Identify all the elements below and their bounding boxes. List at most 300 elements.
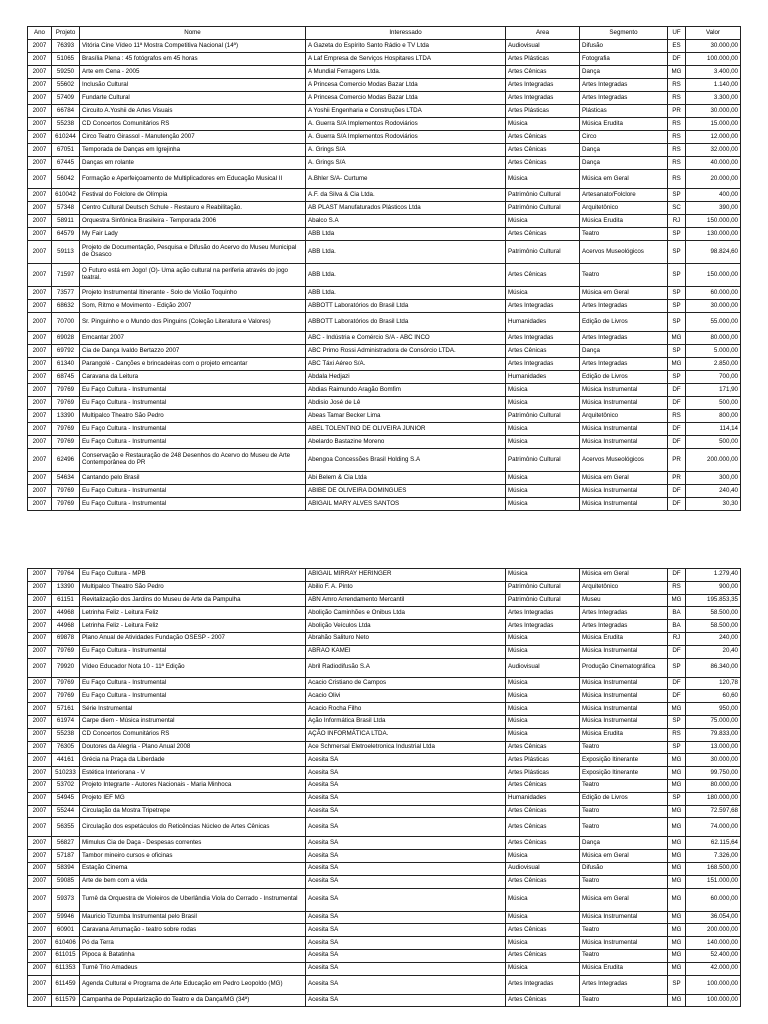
cell-ano: 2007 xyxy=(28,40,52,53)
cell-valor: 700,00 xyxy=(686,371,741,384)
cell-ano: 2007 xyxy=(28,792,52,805)
cell-valor: 100.000,00 xyxy=(686,994,741,1007)
cell-valor: 72.597,68 xyxy=(686,805,741,818)
cell-ano: 2007 xyxy=(28,131,52,144)
cell-projeto: 56355 xyxy=(52,818,80,837)
cell-ano: 2007 xyxy=(28,202,52,215)
cell-segmento: Dança xyxy=(580,345,668,358)
cell-segmento: Música Instrumental xyxy=(580,645,668,658)
cell-ano: 2007 xyxy=(28,345,52,358)
cell-interessado: A Yoshii Engenharia e Construções LTDA xyxy=(306,105,506,118)
cell-uf: RS xyxy=(668,144,686,157)
cell-uf: MG xyxy=(668,66,686,79)
cell-segmento: Música Erudita xyxy=(580,632,668,645)
cell-nome: Eu Faço Cultura - Instrumental xyxy=(80,397,306,410)
cell-valor: 55.000,00 xyxy=(686,313,741,332)
cell-uf: BA xyxy=(668,607,686,620)
cell-segmento: Exposição Itinerante xyxy=(580,767,668,780)
cell-valor: 12.000,00 xyxy=(686,131,741,144)
cell-projeto: 610042 xyxy=(52,189,80,202)
cell-valor: 15.000,00 xyxy=(686,118,741,131)
cell-nome: Projeto Instrumental Itinerante - Solo de Violão Toquinho xyxy=(80,287,306,300)
table-row xyxy=(28,345,741,358)
cell-uf: SC xyxy=(668,202,686,215)
cell-segmento: Teatro xyxy=(580,264,668,287)
cell-interessado: Acesita SA xyxy=(306,837,506,850)
table-row xyxy=(28,937,741,950)
cell-interessado: ABEL TOLENTINO DE OLIVEIRA JUNIOR xyxy=(306,423,506,436)
cell-segmento: Teatro xyxy=(580,779,668,792)
header-projeto: Projeto xyxy=(52,27,80,40)
cell-valor: 114,14 xyxy=(686,423,741,436)
cell-ano: 2007 xyxy=(28,818,52,837)
cell-projeto: 610244 xyxy=(52,131,80,144)
cell-ano: 2007 xyxy=(28,594,52,607)
cell-ano: 2007 xyxy=(28,767,52,780)
cell-nome: Vídeo Educador Nota 10 - 11ª Edição xyxy=(80,658,306,677)
cell-area: Artes Integradas xyxy=(506,300,580,313)
cell-uf: MG xyxy=(668,994,686,1007)
cell-segmento: Acervos Museológicos xyxy=(580,241,668,264)
cell-nome: CD Concertos Comunitários RS xyxy=(80,728,306,741)
cell-interessado: ABC Táxi Aéreo S/A. xyxy=(306,358,506,371)
cell-area: Artes Cênicas xyxy=(506,131,580,144)
cell-projeto: 70700 xyxy=(52,313,80,332)
cell-nome: Fundarte Cultural xyxy=(80,92,306,105)
cell-interessado: ABB Ltda xyxy=(306,228,506,241)
cell-area: Música xyxy=(506,287,580,300)
cell-nome: Emcantar 2007 xyxy=(80,332,306,345)
cell-area: Patrimônio Cultural xyxy=(506,581,580,594)
cell-area: Música xyxy=(506,472,580,485)
cell-valor: 400,00 xyxy=(686,189,741,202)
cell-area: Patrimônio Cultural xyxy=(506,241,580,264)
cell-projeto: 79769 xyxy=(52,645,80,658)
cell-ano: 2007 xyxy=(28,620,52,633)
cell-segmento: Arquitetônico xyxy=(580,410,668,423)
cell-interessado: ABB Ltda. xyxy=(306,264,506,287)
cell-interessado: A Laf Empresa de Serviços Hospitares LTDA xyxy=(306,53,506,66)
cell-ano: 2007 xyxy=(28,472,52,485)
cell-ano: 2007 xyxy=(28,371,52,384)
cell-nome: Eu Faço Cultura - MPB xyxy=(80,569,306,582)
cell-projeto: 59085 xyxy=(52,875,80,888)
cell-uf: DF xyxy=(668,645,686,658)
cell-interessado: A. Grings S/A xyxy=(306,157,506,170)
cell-uf: MG xyxy=(668,924,686,937)
cell-interessado: AÇÃO INFORMÁTICA LTDA. xyxy=(306,728,506,741)
cell-uf: MG xyxy=(668,862,686,875)
header-nome: Nome xyxy=(80,27,306,40)
cell-uf: MG xyxy=(668,837,686,850)
cell-nome: Mauricio Tizumba Instrumental pelo Brasil xyxy=(80,911,306,924)
cell-uf: ES xyxy=(668,40,686,53)
cell-area: Artes Integradas xyxy=(506,332,580,345)
header-ano: Ano xyxy=(28,27,52,40)
cell-uf: SP xyxy=(668,741,686,754)
cell-interessado: Acesita SA xyxy=(306,818,506,837)
cell-nome: Formação e Aperfeiçoamento de Multiplicadores em Educação Musical II xyxy=(80,170,306,189)
table-row xyxy=(28,975,741,994)
cell-area: Artes Cênicas xyxy=(506,994,580,1007)
table-row xyxy=(28,472,741,485)
cell-area: Artes Cênicas xyxy=(506,228,580,241)
cell-uf: DF xyxy=(668,677,686,690)
cell-interessado: ABIGAIL MARY ALVES SANTOS xyxy=(306,498,506,511)
cell-valor: 30,30 xyxy=(686,498,741,511)
cell-area: Artes Plásticas xyxy=(506,767,580,780)
cell-nome: Festival do Folclore de Olímpia xyxy=(80,189,306,202)
cell-nome: Carpe diem - Música instrumental xyxy=(80,715,306,728)
table-row xyxy=(28,594,741,607)
cell-nome: Arte em Cena - 2005 xyxy=(80,66,306,79)
cell-valor: 950,00 xyxy=(686,703,741,716)
cell-ano: 2007 xyxy=(28,287,52,300)
cell-segmento: Dança xyxy=(580,837,668,850)
cell-uf: MG xyxy=(668,949,686,962)
cell-projeto: 59373 xyxy=(52,888,80,911)
cell-nome: CD Concertos Comunitários RS xyxy=(80,118,306,131)
cell-segmento: Música Instrumental xyxy=(580,715,668,728)
table-row xyxy=(28,818,741,837)
table-row xyxy=(28,677,741,690)
table-row xyxy=(28,741,741,754)
cell-valor: 86.340,00 xyxy=(686,658,741,677)
cell-interessado: Ação Informática Brasil Ltda xyxy=(306,715,506,728)
cell-projeto: 59250 xyxy=(52,66,80,79)
cell-nome: Danças em rolante xyxy=(80,157,306,170)
cell-segmento: Circo xyxy=(580,131,668,144)
cell-uf: DF xyxy=(668,436,686,449)
cell-nome: Pipoca & Batatinha xyxy=(80,949,306,962)
cell-segmento: Música Instrumental xyxy=(580,690,668,703)
cell-valor: 3.400,00 xyxy=(686,66,741,79)
cell-segmento: Música Instrumental xyxy=(580,911,668,924)
cell-area: Música xyxy=(506,690,580,703)
cell-ano: 2007 xyxy=(28,888,52,911)
table-row xyxy=(28,157,741,170)
cell-nome: Caravana da Leitura xyxy=(80,371,306,384)
cell-ano: 2007 xyxy=(28,837,52,850)
cell-valor: 1.140,00 xyxy=(686,79,741,92)
cell-segmento: Artes Integradas xyxy=(580,975,668,994)
cell-ano: 2007 xyxy=(28,569,52,582)
cell-ano: 2007 xyxy=(28,805,52,818)
cell-interessado: A. Guerra S/A Implementos Rodoviários xyxy=(306,118,506,131)
cell-area: Audiovisual xyxy=(506,862,580,875)
cell-projeto: 76305 xyxy=(52,741,80,754)
cell-segmento: Música Instrumental xyxy=(580,498,668,511)
cell-segmento: Teatro xyxy=(580,924,668,937)
cell-interessado: Acesita SA xyxy=(306,862,506,875)
cell-valor: 20,40 xyxy=(686,645,741,658)
cell-interessado: A Mundial Ferragens Ltda. xyxy=(306,66,506,79)
cell-nome: Estação Cinema xyxy=(80,862,306,875)
cell-valor: 500,00 xyxy=(686,397,741,410)
cell-interessado: A Gazeta do Espírito Santo Rádio e TV Ltda xyxy=(306,40,506,53)
cell-projeto: 56827 xyxy=(52,837,80,850)
table-row xyxy=(28,498,741,511)
table-row xyxy=(28,332,741,345)
cell-projeto: 611459 xyxy=(52,975,80,994)
cell-projeto: 66784 xyxy=(52,105,80,118)
cell-projeto: 44968 xyxy=(52,620,80,633)
cell-valor: 1.279,40 xyxy=(686,569,741,582)
cell-area: Música xyxy=(506,911,580,924)
cell-projeto: 13390 xyxy=(52,581,80,594)
cell-area: Artes Cênicas xyxy=(506,818,580,837)
cell-uf: SP xyxy=(668,975,686,994)
cell-projeto: 67445 xyxy=(52,157,80,170)
cell-uf: PR xyxy=(668,472,686,485)
cell-uf: RS xyxy=(668,581,686,594)
cell-area: Artes Cênicas xyxy=(506,157,580,170)
cell-segmento: Música Erudita xyxy=(580,962,668,975)
cell-uf: MG xyxy=(668,594,686,607)
cell-ano: 2007 xyxy=(28,300,52,313)
cell-nome: Centro Cultural Deutsch Schule - Restauro e Reabilitação. xyxy=(80,202,306,215)
cell-nome: Turnê da Orquestra de Violeiros de Uberlândia Viola do Cerrado - Instrumental xyxy=(80,888,306,911)
cell-interessado: ABB Ltda. xyxy=(306,287,506,300)
header-segmento: Segmento xyxy=(580,27,668,40)
table-row xyxy=(28,170,741,189)
cell-uf: RS xyxy=(668,410,686,423)
cell-segmento: Música Erudita xyxy=(580,118,668,131)
cell-valor: 62.115,64 xyxy=(686,837,741,850)
cell-projeto: 79769 xyxy=(52,423,80,436)
table-row xyxy=(28,767,741,780)
cell-valor: 99.750,00 xyxy=(686,767,741,780)
cell-projeto: 79769 xyxy=(52,436,80,449)
table-row xyxy=(28,607,741,620)
cell-ano: 2007 xyxy=(28,485,52,498)
cell-uf: RS xyxy=(668,79,686,92)
cell-interessado: A.F. da Silva & Cia Ltda. xyxy=(306,189,506,202)
cell-area: Humanidades xyxy=(506,792,580,805)
cell-valor: 180.000,00 xyxy=(686,792,741,805)
cell-projeto: 54945 xyxy=(52,792,80,805)
cell-ano: 2007 xyxy=(28,677,52,690)
cell-segmento: Acervos Museológicos xyxy=(580,449,668,472)
cell-area: Humanidades xyxy=(506,371,580,384)
cell-nome: Sr. Pinguinho e o Mundo dos Pinguins (Coleção Literatura e Valores) xyxy=(80,313,306,332)
table-row xyxy=(28,715,741,728)
cell-ano: 2007 xyxy=(28,170,52,189)
cell-ano: 2007 xyxy=(28,410,52,423)
table-row xyxy=(28,202,741,215)
cell-uf: SP xyxy=(668,189,686,202)
cell-uf: SP xyxy=(668,792,686,805)
cell-projeto: 69028 xyxy=(52,332,80,345)
cell-projeto: 79769 xyxy=(52,397,80,410)
cell-nome: Caravana Arrumação - teatro sobre rodas xyxy=(80,924,306,937)
cell-uf: SP xyxy=(668,313,686,332)
cell-valor: 100.000,00 xyxy=(686,975,741,994)
table-row xyxy=(28,728,741,741)
table-row xyxy=(28,949,741,962)
cell-projeto: 57348 xyxy=(52,202,80,215)
table-row xyxy=(28,436,741,449)
cell-interessado: A.Bhler S/A- Curtume xyxy=(306,170,506,189)
cell-uf: RJ xyxy=(668,632,686,645)
cell-interessado: Abeas Tamar Becker Lima xyxy=(306,410,506,423)
table-row xyxy=(28,888,741,911)
cell-ano: 2007 xyxy=(28,332,52,345)
cell-projeto: 79769 xyxy=(52,384,80,397)
table-row xyxy=(28,754,741,767)
cell-uf: RS xyxy=(668,170,686,189)
cell-valor: 240,00 xyxy=(686,632,741,645)
table-row xyxy=(28,118,741,131)
cell-area: Artes Cênicas xyxy=(506,144,580,157)
cell-segmento: Teatro xyxy=(580,741,668,754)
cell-area: Música xyxy=(506,170,580,189)
cell-interessado: Acesita SA xyxy=(306,949,506,962)
cell-area: Música xyxy=(506,888,580,911)
cell-valor: 240,40 xyxy=(686,485,741,498)
cell-area: Artes Plásticas xyxy=(506,754,580,767)
table-row xyxy=(28,962,741,975)
cell-ano: 2007 xyxy=(28,975,52,994)
table-row xyxy=(28,779,741,792)
cell-valor: 74.000,00 xyxy=(686,818,741,837)
cell-area: Música xyxy=(506,632,580,645)
cell-projeto: 67051 xyxy=(52,144,80,157)
cell-valor: 20.000,00 xyxy=(686,170,741,189)
cell-valor: 30.000,00 xyxy=(686,754,741,767)
table-row xyxy=(28,994,741,1007)
cell-nome: Letrinha Feliz - Leitura Feliz xyxy=(80,607,306,620)
table-row xyxy=(28,397,741,410)
cell-projeto: 68632 xyxy=(52,300,80,313)
cell-projeto: 79769 xyxy=(52,690,80,703)
table-row xyxy=(28,300,741,313)
cell-projeto: 64579 xyxy=(52,228,80,241)
cell-segmento: Artes Integradas xyxy=(580,79,668,92)
cell-area: Música xyxy=(506,703,580,716)
cell-uf: MG xyxy=(668,818,686,837)
cell-projeto: 57161 xyxy=(52,703,80,716)
cell-nome: Circuito A.Yoshii de Artes Visuais xyxy=(80,105,306,118)
cell-area: Artes Cênicas xyxy=(506,66,580,79)
cell-area: Música xyxy=(506,962,580,975)
cell-interessado: Ace Schmersal Eletroeletronica Industrial Ltda xyxy=(306,741,506,754)
cell-interessado: Acacio Rocha Filho xyxy=(306,703,506,716)
cell-uf: SP xyxy=(668,345,686,358)
cell-valor: 300,00 xyxy=(686,472,741,485)
cell-projeto: 79764 xyxy=(52,569,80,582)
cell-valor: 150.000,00 xyxy=(686,215,741,228)
cell-valor: 800,00 xyxy=(686,410,741,423)
cell-valor: 36.054,00 xyxy=(686,911,741,924)
cell-interessado: Acesita SA xyxy=(306,924,506,937)
cell-nome: O Futuro está em Jogo! (O)- Uma ação cultural na periferia através do jogo teatral. xyxy=(80,264,306,287)
cell-uf: SP xyxy=(668,658,686,677)
cell-valor: 75.000,00 xyxy=(686,715,741,728)
cell-area: Artes Cênicas xyxy=(506,779,580,792)
cell-nome: Tambor mineiro cursos e oficinas xyxy=(80,850,306,863)
cell-projeto: 53702 xyxy=(52,779,80,792)
header-uf: UF xyxy=(668,27,686,40)
cell-projeto: 79769 xyxy=(52,677,80,690)
cell-valor: 120,78 xyxy=(686,677,741,690)
cell-nome: Projeto de Documentação, Pesquisa e Difusão do Acervo do Museu Municipal de Osasco xyxy=(80,241,306,264)
cell-valor: 195.853,35 xyxy=(686,594,741,607)
cell-area: Artes Cênicas xyxy=(506,924,580,937)
cell-interessado: Abengoa Concessões Brasil Holding S.A xyxy=(306,449,506,472)
cell-segmento: Arquitetônico xyxy=(580,202,668,215)
cell-area: Música xyxy=(506,384,580,397)
cell-projeto: 68745 xyxy=(52,371,80,384)
cell-segmento: Teatro xyxy=(580,228,668,241)
table-row xyxy=(28,410,741,423)
cell-nome: Turnê Trio Amadeus xyxy=(80,962,306,975)
cell-projeto: 69792 xyxy=(52,345,80,358)
cell-nome: Temporada de Danças em Igrejinha xyxy=(80,144,306,157)
cell-segmento: Música em Geral xyxy=(580,850,668,863)
cell-projeto: 611353 xyxy=(52,962,80,975)
cell-projeto: 69878 xyxy=(52,632,80,645)
cell-uf: MG xyxy=(668,888,686,911)
cell-segmento: Produção Cinematográfica xyxy=(580,658,668,677)
table-row xyxy=(28,384,741,397)
cell-valor: 30.000,00 xyxy=(686,105,741,118)
cell-valor: 130.000,00 xyxy=(686,228,741,241)
cell-uf: RS xyxy=(668,131,686,144)
cell-interessado: ABC - Indústria e Comércio S/A - ABC INCO xyxy=(306,332,506,345)
cell-ano: 2007 xyxy=(28,66,52,79)
cell-ano: 2007 xyxy=(28,645,52,658)
cell-nome: Eu Faço Cultura - Instrumental xyxy=(80,498,306,511)
cell-uf: MG xyxy=(668,754,686,767)
cell-nome: Revitalização dos Jardins do Museu de Arte da Pampulha xyxy=(80,594,306,607)
cell-projeto: 61151 xyxy=(52,594,80,607)
cell-projeto: 76393 xyxy=(52,40,80,53)
cell-area: Música xyxy=(506,728,580,741)
table-row xyxy=(28,792,741,805)
cell-uf: DF xyxy=(668,569,686,582)
cell-segmento: Edição de Livros xyxy=(580,313,668,332)
cell-ano: 2007 xyxy=(28,144,52,157)
cell-interessado: Abrahão Salituro Neto xyxy=(306,632,506,645)
table-row xyxy=(28,53,741,66)
cell-ano: 2007 xyxy=(28,911,52,924)
cell-ano: 2007 xyxy=(28,875,52,888)
cell-nome: Arte de bem com a vida xyxy=(80,875,306,888)
cell-area: Música xyxy=(506,423,580,436)
cell-ano: 2007 xyxy=(28,924,52,937)
cell-projeto: 62496 xyxy=(52,449,80,472)
cell-uf: RS xyxy=(668,92,686,105)
cell-ano: 2007 xyxy=(28,241,52,264)
cell-interessado: Acacio Cristiano de Campos xyxy=(306,677,506,690)
cell-interessado: Acesita SA xyxy=(306,937,506,950)
cell-valor: 7.326,00 xyxy=(686,850,741,863)
cell-uf: RJ xyxy=(668,215,686,228)
cell-nome: Letrinha Feliz - Leitura Feliz xyxy=(80,620,306,633)
cell-segmento: Música em Geral xyxy=(580,472,668,485)
cell-nome: Multipalco Theatro São Pedro xyxy=(80,410,306,423)
cell-area: Artes Integradas xyxy=(506,975,580,994)
cell-nome: Orquestra Sinfônica Brasileira - Temporada 2006 xyxy=(80,215,306,228)
cell-valor: 60.000,00 xyxy=(686,888,741,911)
cell-ano: 2007 xyxy=(28,384,52,397)
cell-ano: 2007 xyxy=(28,962,52,975)
cell-valor: 80.000,00 xyxy=(686,779,741,792)
cell-segmento: Música em Geral xyxy=(580,170,668,189)
cell-uf: MG xyxy=(668,703,686,716)
cell-valor: 390,00 xyxy=(686,202,741,215)
